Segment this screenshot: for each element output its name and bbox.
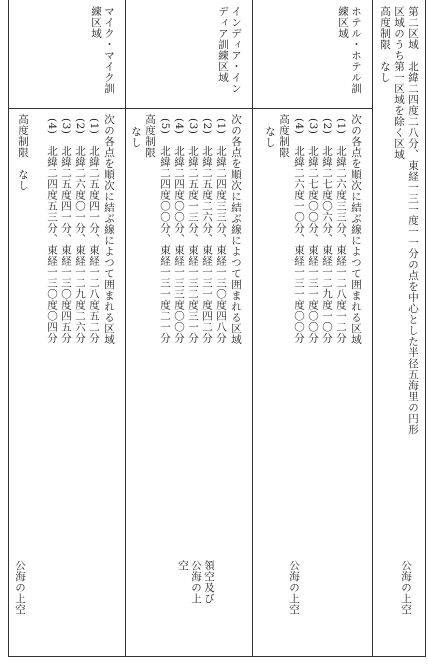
area-line: (2) 北緯二七度〇六分、東経一二九度一〇分: [321, 118, 333, 344]
area-section: [8, 0, 125, 657]
document-table: [8, 0, 427, 657]
area-section: [252, 0, 372, 657]
area-line: (3) 北緯二五度一三分、東経一三二度三一分: [187, 118, 199, 344]
area-line: 次の各点を順次に結ぶ線によつて囲まれる区域: [230, 114, 242, 345]
area-name: インディア・インディア訓練区域: [217, 6, 242, 94]
area-line: (4) 北緯二四度〇〇分、東経一三三度〇〇分: [173, 118, 185, 344]
area-line: (1) 北緯二五度四一分、東経一二八度五二分: [88, 118, 100, 344]
area-line: 高度制限: [144, 114, 156, 158]
area-line: (2) 北緯二六度〇一分、東経一二九度二六分: [74, 118, 86, 344]
airspace-label: 公海の上空: [14, 560, 26, 615]
area-line: 高度制限 なし: [379, 6, 391, 83]
area-line: 次の各点を順次に結ぶ線によつて囲まれる区域: [103, 114, 115, 345]
area-line: (3) 北緯二五度四一分、東経一三〇度四五分: [60, 118, 72, 344]
area-name: マイク・マイク訓練区域: [90, 6, 115, 94]
area-line: 区域のうち第一区域を除く区域: [393, 6, 405, 160]
area-section: [372, 0, 425, 657]
area-line: 次の各点を順次に結ぶ線によつて囲まれる区域: [350, 114, 362, 345]
area-line: なし: [264, 126, 276, 148]
airspace-label: 公海の上空: [400, 560, 412, 615]
area-line: 第二区域 北緯二四度二八分、東経一三一度一一分の点を中心とした半径五海里の円形: [407, 6, 419, 435]
area-line: 高度制限 なし: [17, 114, 29, 191]
area-line: (2) 北緯二五度二六分、東経一三一度四二分: [201, 118, 213, 344]
area-line: なし: [130, 126, 142, 148]
airspace-label: 領空及び公海の上空: [177, 560, 215, 604]
area-line: 高度制限: [278, 114, 290, 158]
area-line: (1) 北緯二四度三三分、東経一三〇度四八分: [215, 118, 227, 344]
area-line: (4) 北緯二六度一〇分、東経一三一度〇〇分: [293, 118, 305, 344]
area-section: [125, 0, 252, 657]
area-line: (3) 北緯二七度〇〇分、東経一三一度〇〇分: [307, 118, 319, 344]
airspace-label: 公海の上空: [288, 560, 300, 615]
area-line: (4) 北緯二四度五三分、東経一三〇度〇四分: [46, 118, 58, 344]
table-border-right: [425, 0, 426, 657]
area-name: ホテル・ホテル訓練区域: [337, 6, 362, 94]
area-line: (1) 北緯二六度三三分、東経一二八度一二分: [335, 118, 347, 344]
area-line: (5) 北緯二四度〇〇分、東経一三一度二一分: [159, 118, 171, 344]
